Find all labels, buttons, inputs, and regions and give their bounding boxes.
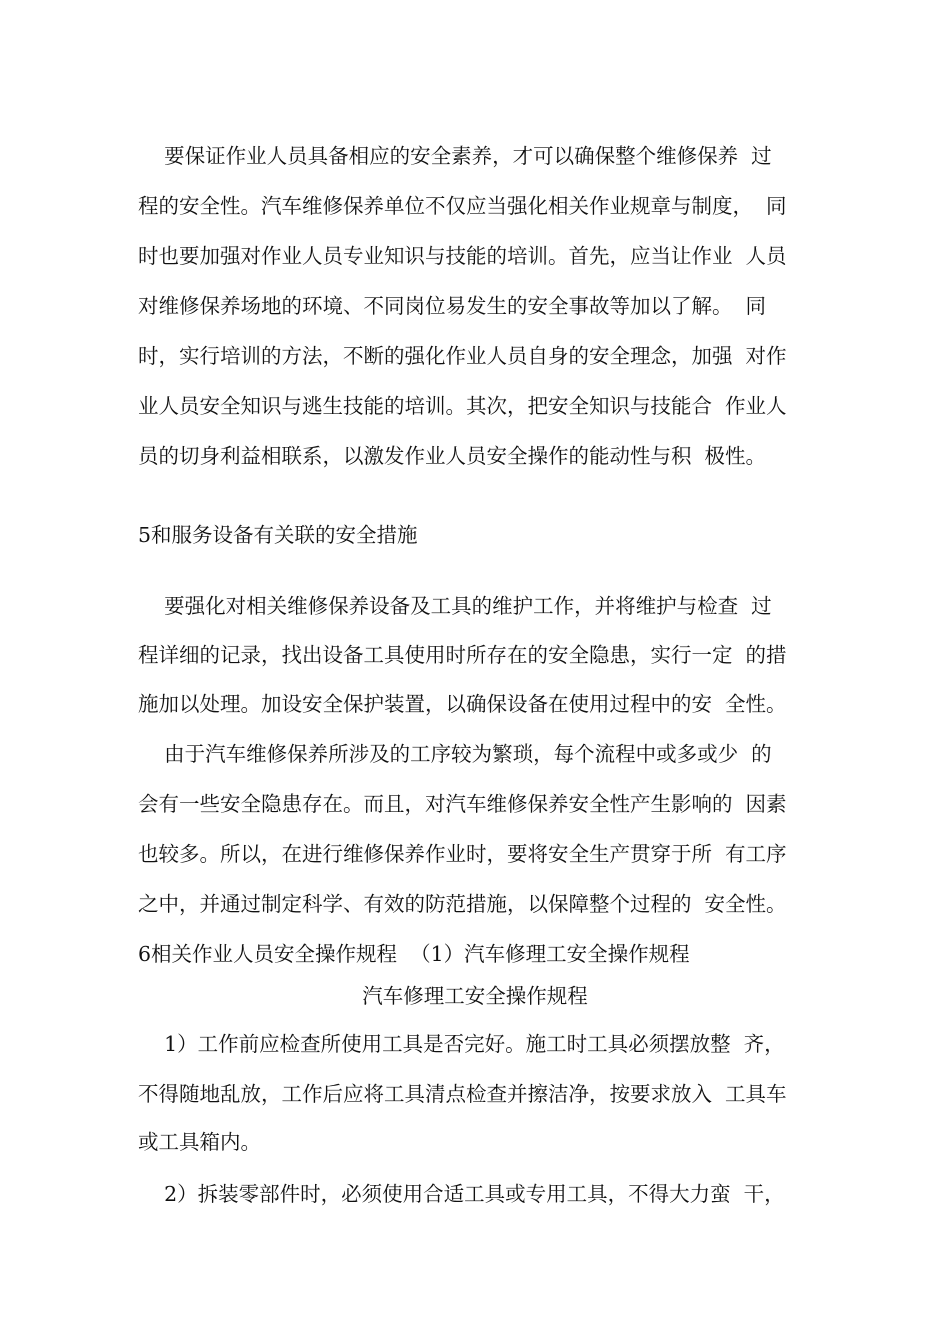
item1-line-1: 1）工作前应检查所使用工具是否完好。施工时工具必须摆放整 齐， xyxy=(138,1032,785,1056)
para1-line-1: 要保证作业人员具备相应的安全素养，才可以确保整个维修保养 过 xyxy=(138,144,772,168)
item2-line-1: 2）拆装零部件时，必须使用合适工具或专用工具，不得大力蛮 干， xyxy=(138,1182,785,1206)
para3-line-3: 也较多。所以，在进行维修保养作业时，要将安全生产贯穿于所 有工序 xyxy=(138,842,787,866)
item1-line-3: 或工具箱内。 xyxy=(138,1130,261,1154)
para3-line-1: 由于汽车维修保养所涉及的工序较为繁琐，每个流程中或多或少 的 xyxy=(138,742,772,766)
para3-line-4: 之中，并通过制定科学、有效的防范措施，以保障整个过程的 安全性。 xyxy=(138,892,787,916)
para1-line-3: 时也要加强对作业人员专业知识与技能的培训。首先，应当让作业 人员 xyxy=(138,244,787,268)
section-heading-5: 5和服务设备有关联的安全措施 xyxy=(138,523,418,547)
para2-line-3: 施加以处理。加设安全保护装置，以确保设备在使用过程中的安 全性。 xyxy=(138,692,787,716)
para1-line-5: 时，实行培训的方法，不断的强化作业人员自身的安全理念，加强 对作 xyxy=(138,344,787,368)
para2-line-1: 要强化对相关维修保养设备及工具的维护工作，并将维护与检查 过 xyxy=(138,594,772,618)
para1-line-2: 程的安全性。汽车维修保养单位不仅应当强化相关作业规章与制度， 同 xyxy=(138,194,787,218)
section-heading-6: 6相关作业人员安全操作规程 （1）汽车修理工安全操作规程 xyxy=(138,942,690,966)
para1-line-6: 业人员安全知识与逃生技能的培训。其次，把安全知识与技能合 作业人 xyxy=(138,394,787,418)
para1-line-7: 员的切身利益相联系，以激发作业人员安全操作的能动性与积 极性。 xyxy=(138,444,767,468)
item1-line-2: 不得随地乱放，工作后应将工具清点检查并擦洁净，按要求放入 工具车 xyxy=(138,1082,787,1106)
subtitle: 汽车修理工安全操作规程 xyxy=(362,984,588,1008)
para3-line-2: 会有一些安全隐患存在。而且，对汽车维修保养安全性产生影响的 因素 xyxy=(138,792,787,816)
para1-line-4: 对维修保养场地的环境、不同岗位易发生的安全事故等加以了解。 同 xyxy=(138,294,767,318)
para2-line-2: 程详细的记录，找出设备工具使用时所存在的安全隐患，实行一定 的措 xyxy=(138,643,787,667)
